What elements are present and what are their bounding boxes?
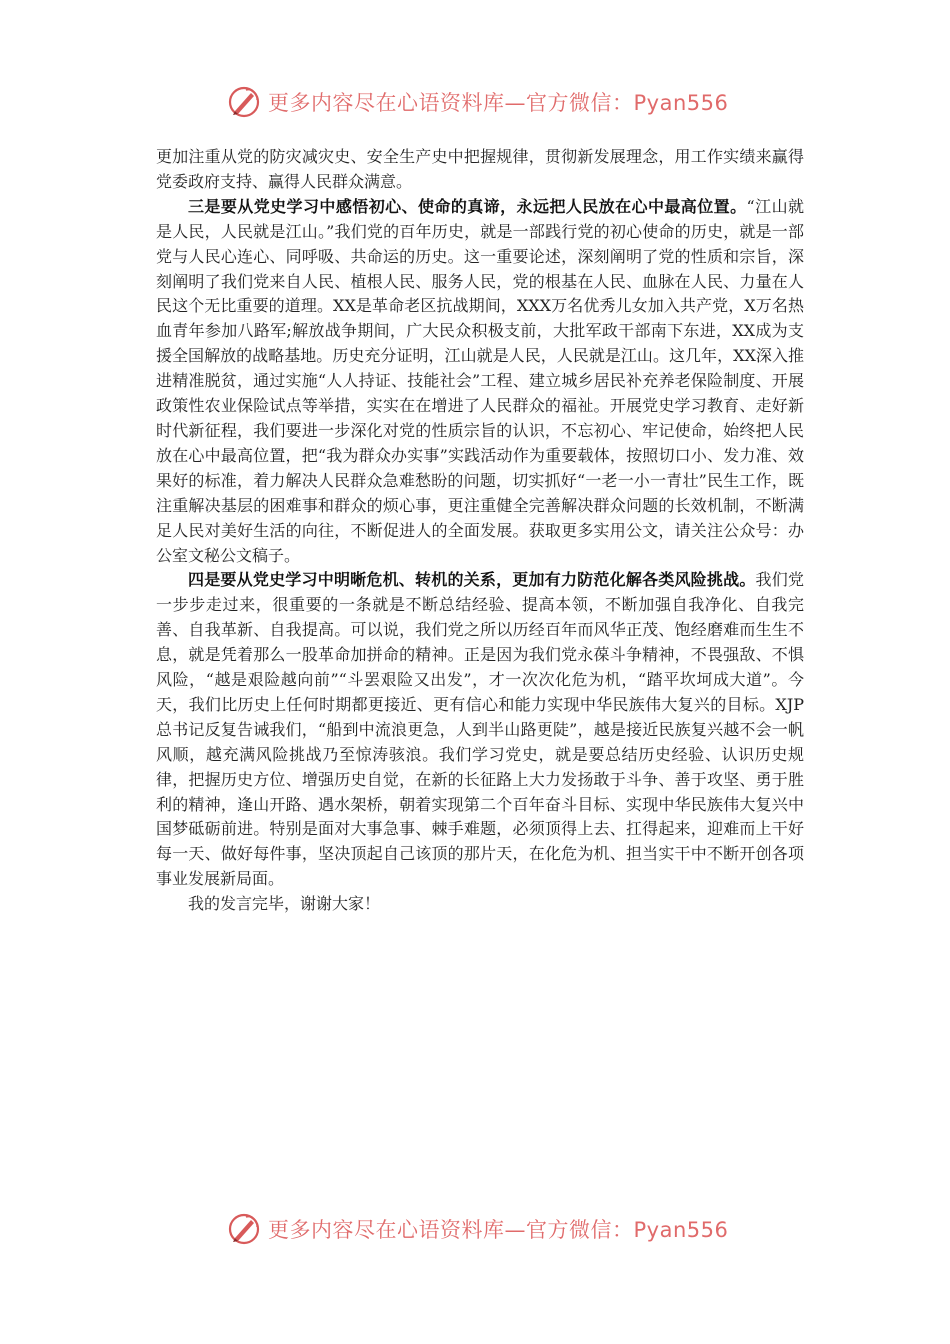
paragraph-text: “江山就是人民，人民就是江山。”我们党的百年历史，就是一部践行党的初心使命的历史，就是一部党与人民心连心、同呼吸、共命运的历史。这一重要论述，深刻阐明了党的性质和宗旨，深刻阐明了我们党来自人民、植根人民、服务人民，党的根基在人民、血脉在人民、力量在人民这个无比重要的道理。XX是革命老区抗战期间，XXX万名优秀儿女加入共产党，X万名热血青年参加八路军;解放战争期间，广大民众积极支前，大批军政干部南下东进，XX成为支援全国解放的战略基地。历史充分证明，江山就是人民，人民就是江山。这几年，XX深入推进精准脱贫，通过实施“人人持证、技能社会”工程、建立城乡居民补充养老保险制度、开展政策性农业保险试点等举措，实实在在增进了人民群众的福祉。开展党史学习教育、走好新时代新征程，我们要进一步深化对党的性质宗旨的认识，不忘初心、牢记使命，始终把人民放在心中最高位置，把“我为群众办实事”实践活动作为重要载体，按照切口小、发力准、效果好的标准，着力解决人民群众急难愁盼的问题，切实抓好“一老一小一青壮”民生工作，既注重解决基层的困难事和群众的烦心事，更注重健全完善解决群众问题的长效机制，不断满足人民对美好生活的向往，不断促进人的全面发展。获取更多实用公文，请关注公众号：办公室文秘公文稿子。 — [156, 196, 804, 565]
watermark-text: 更多内容尽在心语资料库—官方微信：Pyan556 — [268, 91, 729, 115]
paragraph-1 — [156, 145, 804, 195]
watermark-header — [226, 82, 746, 122]
watermark-text: 更多内容尽在心语资料库—官方微信：Pyan556 — [268, 1218, 729, 1242]
paragraph-text: 更加注重从党的防灾减灾史、安全生产史中把握规律，贯彻新发展理念，用工作实绩来赢得党委政府支持、赢得人民群众满意。 — [156, 147, 804, 191]
pen-circle-logo-icon — [226, 1211, 262, 1247]
paragraph-text: 我们党一步步走过来，很重要的一条就是不断总结经验、提高本领，不断加强自我净化、自我完善、自我革新、自我提高。可以说，我们党之所以历经百年而风华正茂、饱经磨难而生生不息，就是凭着那么一股革命加拼命的精神。正是因为我们党永葆斗争精神，不畏强敌、不惧风险，“越是艰险越向前”“斗罢艰险又出发”，才一次次化危为机，“踏平坎坷成大道”。今天，我们比历史上任何时期都更接近、更有信心和能力实现中华民族伟大复兴的目标。XJP总书记反复告诫我们，“船到中流浪更急，人到半山路更陡”，越是接近民族复兴越不会一帆风顺，越充满风险挑战乃至惊涛骇浪。我们学习党史，就是要总结历史经验、认识历史规律，把握历史方位、增强历史自觉，在新的长征路上大力发扬敢于斗争、善于攻坚、勇于胜利的精神，逢山开路、遇水架桥，朝着实现第二个百年奋斗目标、实现中华民族伟大复兴中国梦砥砺前进。特别是面对大事急事、棘手难题，必须顶得上去、扛得起来，迎难而上干好每一天、做好每件事，坚决顶起自己该顶的那片天，在化危为机、担当实干中不断开创各项事业发展新局面。 — [156, 570, 804, 889]
watermark-footer — [226, 1209, 746, 1249]
pen-circle-logo-icon — [226, 84, 262, 120]
paragraph-text: 我的发言完毕，谢谢大家！ — [188, 894, 381, 914]
document-body — [156, 145, 804, 917]
paragraph-heading: 四是要从党史学习中明晰危机、转机的关系，更加有力防范化解各类风险挑战。 — [188, 570, 756, 590]
paragraph-4 — [156, 892, 804, 917]
paragraph-3 — [156, 568, 804, 892]
paragraph-2 — [156, 195, 804, 569]
paragraph-heading: 三是要从党史学习中感悟初心、使命的真谛，永远把人民放在心中最高位置。 — [188, 196, 747, 216]
